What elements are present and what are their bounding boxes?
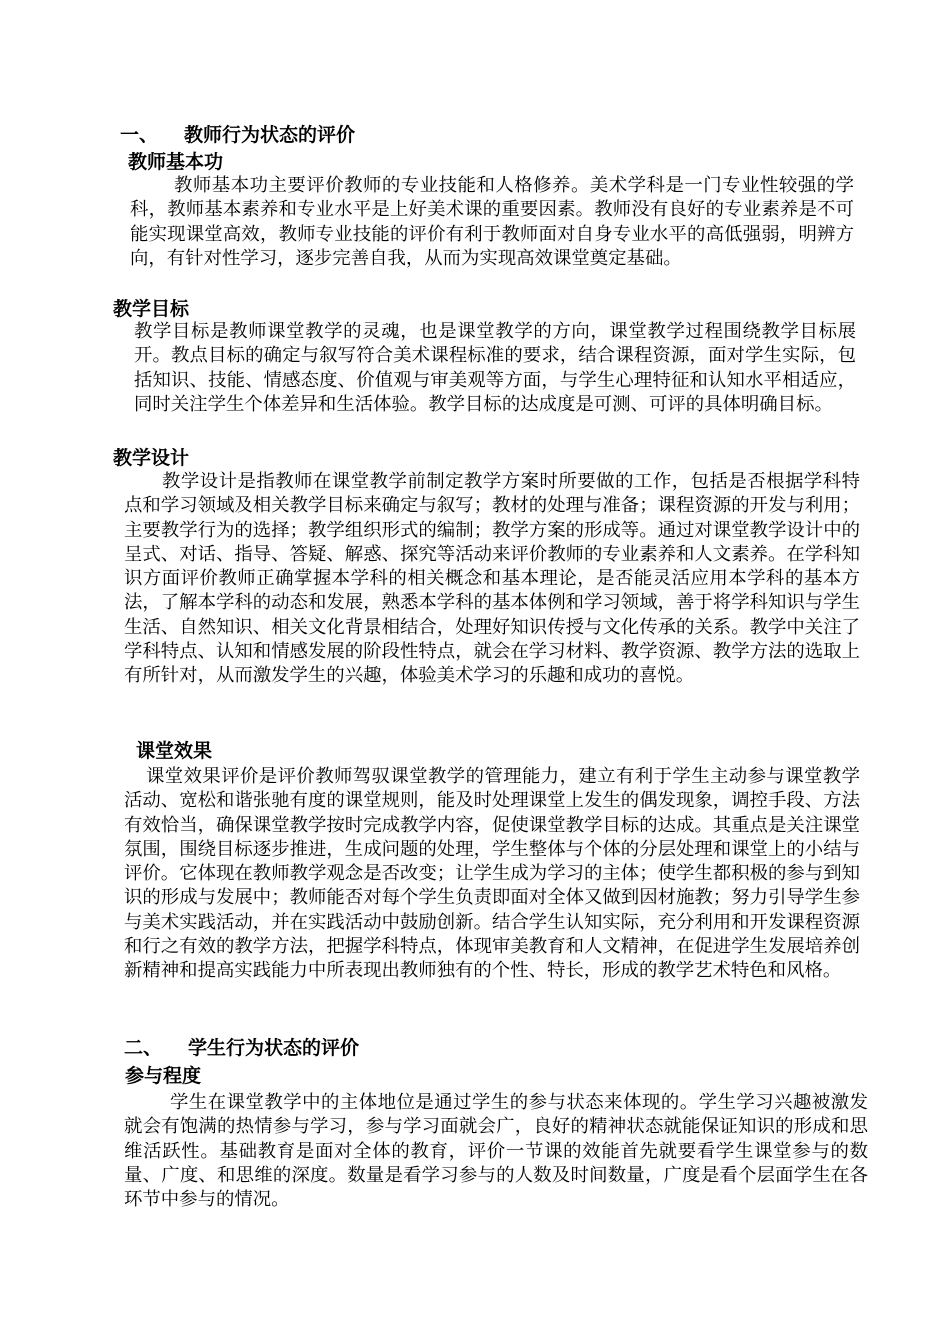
section-title: 学生行为状态的评价 [188,1037,360,1059]
subheading-teaching-design: 教学设计 [113,447,190,469]
paragraph-participation: 学生在课堂教学中的主体地位是通过学生的参与状态来体现的。学生学习兴趣被激发就会有饱满的热情参与学习，参与学习面就会广，良好的精神状态就能保证知识的形成和思维活跃性。基础教育是面对全体的教育，评价一节课的效能首先就要看学生课堂参与的数量、广度、和思维的深度。数量是看学习参与的人数及时间数量，广度是看个层面学生在各环节中参与的情况。 [124,1092,868,1211]
subheading-teaching-goals: 教学目标 [113,298,190,320]
section-number: 一、 [120,124,159,146]
section-title: 教师行为状态的评价 [184,124,356,146]
subheading-participation: 参与程度 [125,1065,202,1087]
paragraph-teaching-goals: 教学目标是教师课堂教学的灵魂，也是课堂教学的方向，课堂教学过程围绕教学目标展开。教点目标的确定与叙写符合美术课程标准的要求，结合课程资源，面对学生实际，包括知识、技能、情感态度、价值观与审美观等方面，与学生心理特征和认知水平相适应，同时关注学生个体差异和生活体验。教学目标的达成度是可测、可评的具体明确目标。 [134,321,856,415]
paragraph-teacher-basics: 教师基本功主要评价教师的专业技能和人格修养。美术学科是一门专业性较强的学科，教师基本素养和专业水平是上好美术课的重要因素。教师没有良好的专业素养是不可能实现课堂高效，教师专业技能的评价有利于教师面对自身专业水平的高低强弱，明辨方向，有针对性学习，逐步完善自我，从而为实现高效课堂奠定基础。 [130,175,854,269]
section-number: 二、 [124,1037,163,1059]
paragraph-teaching-design: 教学设计是指教师在课堂教学前制定教学方案时所要做的工作，包括是否根据学科特点和学习领域及相关教学目标来确定与叙写；教材的处理与准备；课程资源的开发与利用；主要教学行为的选择；教学组织形式的编制；教学方案的形成等。通过对课堂教学设计中的呈式、对话、指导、答疑、解惑、探究等活动来评价教师的专业素养和人文素养。在学科知识方面评价教师正确掌握本学科的相关概念和基本理论，是否能灵活应用本学科的基本方法，了解本学科的动态和发展，熟悉本学科的基本体例和学习领域，善于将学科知识与学生生活、自然知识、相关文化背景相结合，处理好知识传授与文化传承的关系。教学中关注了学科特点、认知和情感发展的阶段性特点，就会在学习材料、教学资源、教学方法的选取上有所针对，从而激发学生的兴趣，体验美术学习的乐趣和成功的喜悦。 [124,471,860,687]
subheading-classroom-effect: 课堂效果 [136,740,213,762]
subheading-teacher-basics: 教师基本功 [128,151,224,173]
section-heading-1 [120,124,355,146]
paragraph-classroom-effect: 课堂效果评价是评价教师驾驭课堂教学的管理能力，建立有利于学生主动参与课堂教学活动、宽松和谐张驰有度的课堂规则，能及时处理课堂上发生的偶发现象，调控手段、方法有效恰当，确保课堂教学按时完成教学内容，促使课堂教学目标的达成。其重点是关注课堂氛围，围绕目标逐步推进，生成问题的处理，学生整体与个体的分层处理和课堂上的小结与评价。它体现在教师教学观念是否改变；让学生成为学习的主体；使学生都积极的参与到知识的形成与发展中；教师能否对每个学生负责即面对全体又做到因材施教；努力引导学生参与美术实践活动，并在实践活动中鼓励创新。结合学生认知实际，充分利用和开发课程资源和行之有效的教学方法，把握学科特点，体现审美教育和人文精神，在促进学生发展培养创新精神和提高实践能力中所表现出教师独有的个性、特长，形成的教学艺术特色和风格。 [124,766,860,982]
section-heading-2 [124,1037,359,1059]
